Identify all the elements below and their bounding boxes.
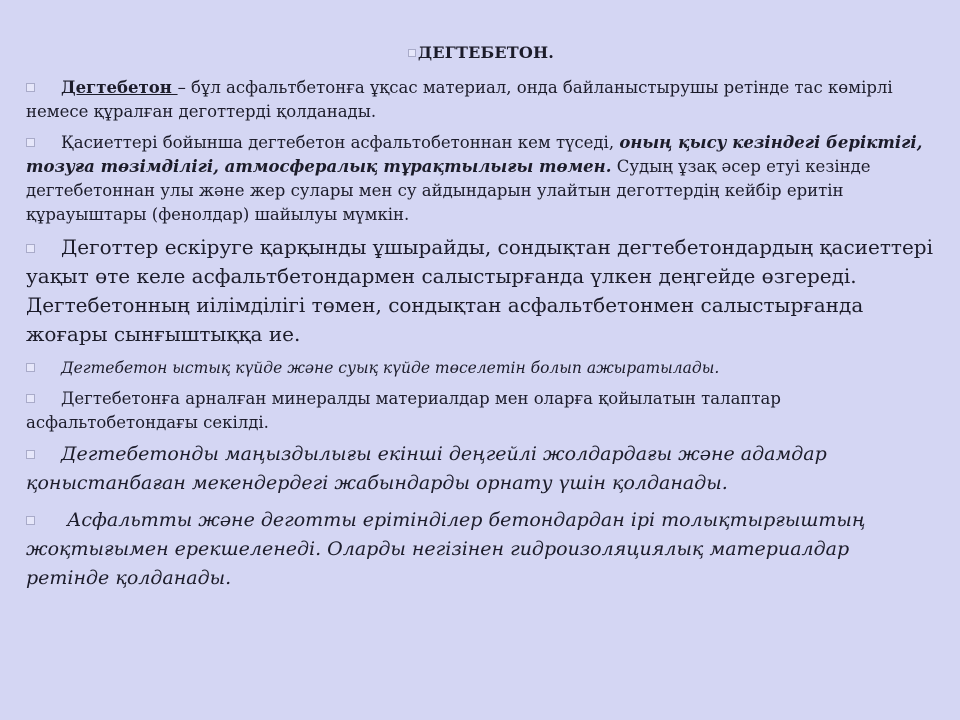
paragraph-mortars — [26, 506, 936, 593]
bullet-square-icon — [408, 49, 416, 57]
properties-emphasis: оның қысу кезіндегі беріктігі, тозуға төзімділігі, атмосфералық тұрақтылығы төмен. — [26, 133, 923, 176]
bullet-square-icon — [26, 83, 35, 92]
paragraph-usage — [26, 440, 936, 498]
paragraph-definition — [26, 76, 936, 124]
types-text: Дегтебетон ыстық күйде және суық күйде төселетін болып ажыратылады. — [61, 359, 720, 377]
minerals-text: Дегтебетонға арналған минералды материалдар мен оларға қойылатын талаптар асфальтобетондағы секілді. — [26, 389, 781, 432]
paragraph-properties — [26, 131, 936, 227]
properties-lead: Қасиеттері бойынша дегтебетон асфальтобетоннан кем түседі, — [61, 133, 620, 152]
term-degtebeton: Дегтебетон — [61, 78, 178, 97]
properties-rest: Судың ұзақ әсер етуі кезінде дегтебетоннан улы және жер сулары мен су айдындарын улайтын деготтердің кейбір еритін құрауыштары (фенолдар) шайылуы мүмкін. — [26, 157, 871, 224]
mortars-text: Асфальтты және деготты ерітінділер бетондардан ірі толықтырғыштың жоқтығымен ерекшеленеді. Оларды негізінен гидроизоляциялық материалдар ретінде қолданады. — [26, 509, 866, 589]
aging-text: Деготтер ескіруге қарқынды ұшырайды, сондықтан дегтебетондардың қасиеттері уақыт өте келе асфальтбетондармен салыстырғанда үлкен деңгейде өзгереді. Дегтебетонның иілімділігі төмен, сондықтан асфальтбетонмен салыстырғанда жоғары сынғыштыққа ие. — [26, 235, 934, 346]
paragraph-minerals — [26, 387, 936, 435]
paragraph-types — [26, 357, 936, 379]
bullet-square-icon — [26, 450, 35, 459]
bullet-square-icon — [26, 516, 35, 525]
definition-text: – бұл асфальтбетонға ұқсас материал, онда байланыстырушы ретінде тас көмірлі немесе құралған деготтерді қолданады. — [26, 78, 893, 121]
slide-title-text: ДЕГТЕБЕТОН. — [417, 43, 555, 62]
bullet-square-icon — [26, 138, 35, 147]
slide-title — [26, 43, 936, 62]
bullet-square-icon — [26, 244, 35, 253]
bullet-square-icon — [26, 363, 35, 372]
paragraph-aging — [26, 233, 936, 349]
bullet-square-icon — [26, 394, 35, 403]
usage-text: Дегтебетонды маңыздылығы екінші деңгейлі жолдардағы және адамдар қоныстанбаған мекендердегі жабындарды орнату үшін қолданады. — [26, 443, 827, 494]
